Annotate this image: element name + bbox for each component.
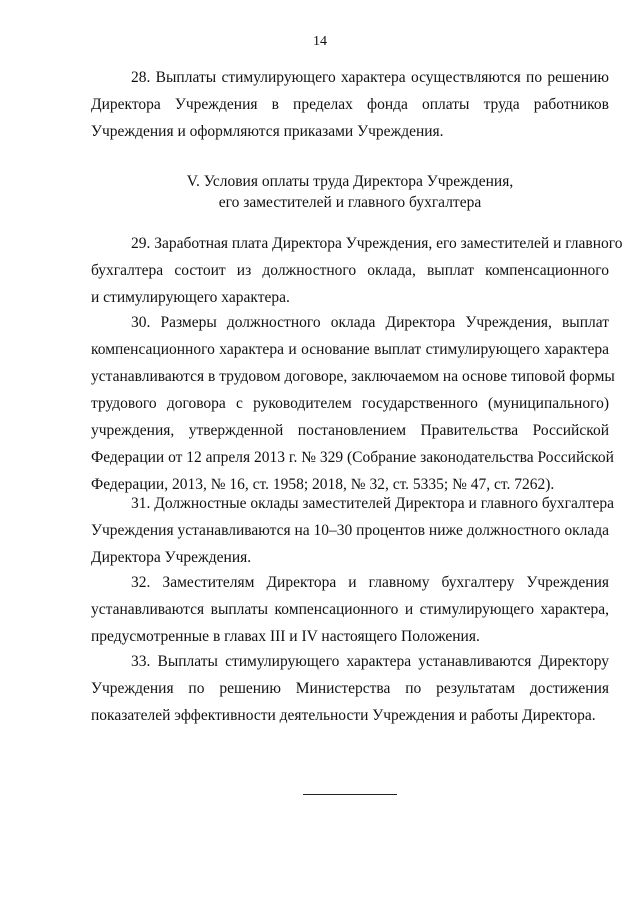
paragraph-31 [91, 490, 615, 571]
paragraph-28 [91, 64, 609, 145]
paragraph-line: учреждения, утвержденной постановлением Правительства Российской [91, 422, 609, 439]
paragraph-29 [91, 230, 623, 311]
paragraph-line: трудового договора с руководителем государственного (муниципального) [91, 395, 609, 412]
paragraph-line: компенсационного характера и основание выплат стимулирующего характера [91, 341, 609, 358]
paragraph-line: Учреждения и оформляются приказами Учреждения. [91, 123, 444, 140]
section-heading-line-2: его заместителей и главного бухгалтера [218, 194, 482, 211]
page-number: 14 [313, 34, 327, 49]
paragraph-33 [91, 648, 609, 729]
paragraph-line: предусмотренные в главах III и IV настоящего Положения. [91, 628, 480, 645]
paragraph-line: 31. Должностные оклады заместителей Директора и главного бухгалтера [131, 495, 615, 512]
paragraph-line: Учреждения по решению Министерства по результатам достижения [91, 680, 609, 697]
paragraph-line: бухгалтера состоит из должностного оклада, выплат компенсационного [91, 262, 609, 279]
paragraph-line: и стимулирующего характера. [91, 289, 290, 306]
paragraph-32 [91, 569, 609, 650]
paragraph-line: Учреждения устанавливаются на 10–30 процентов ниже должностного оклада [91, 522, 610, 539]
paragraph-30 [91, 309, 615, 498]
paragraph-line: 28. Выплаты стимулирующего характера осуществляются по решению [131, 69, 609, 86]
paragraph-line: Директора Учреждения. [91, 549, 252, 566]
paragraph-line: Федерации, 2013, № 16, ст. 1958; 2018, № 32, ст. 5335; № 47, ст. 7262). [91, 476, 555, 493]
paragraph-line: показателей эффективности деятельности Учреждения и работы Директора. [91, 707, 596, 724]
paragraph-line: 32. Заместителям Директора и главному бухгалтеру Учреждения [131, 574, 609, 591]
section-heading [0, 171, 640, 213]
paragraph-line: 30. Размеры должностного оклада Директора Учреждения, выплат [131, 314, 609, 331]
paragraph-line: устанавливаются в трудовом договоре, заключаемом на основе типовой формы [91, 368, 615, 385]
paragraph-line: 33. Выплаты стимулирующего характера устанавливаются Директору [131, 653, 609, 670]
paragraph-line: Директора Учреждения в пределах фонда оплаты труда работников [91, 96, 609, 113]
paragraph-line: 29. Заработная плата Директора Учреждения, его заместителей и главного [131, 235, 623, 252]
paragraph-line: Федерации от 12 апреля 2013 г. № 329 (Собрание законодательства Российской [91, 449, 614, 466]
paragraph-line: устанавливаются выплаты компенсационного и стимулирующего характера, [91, 601, 609, 618]
section-heading-line-1: V. Условия оплаты труда Директора Учреждения, [186, 173, 514, 190]
end-of-document-rule [303, 794, 397, 795]
